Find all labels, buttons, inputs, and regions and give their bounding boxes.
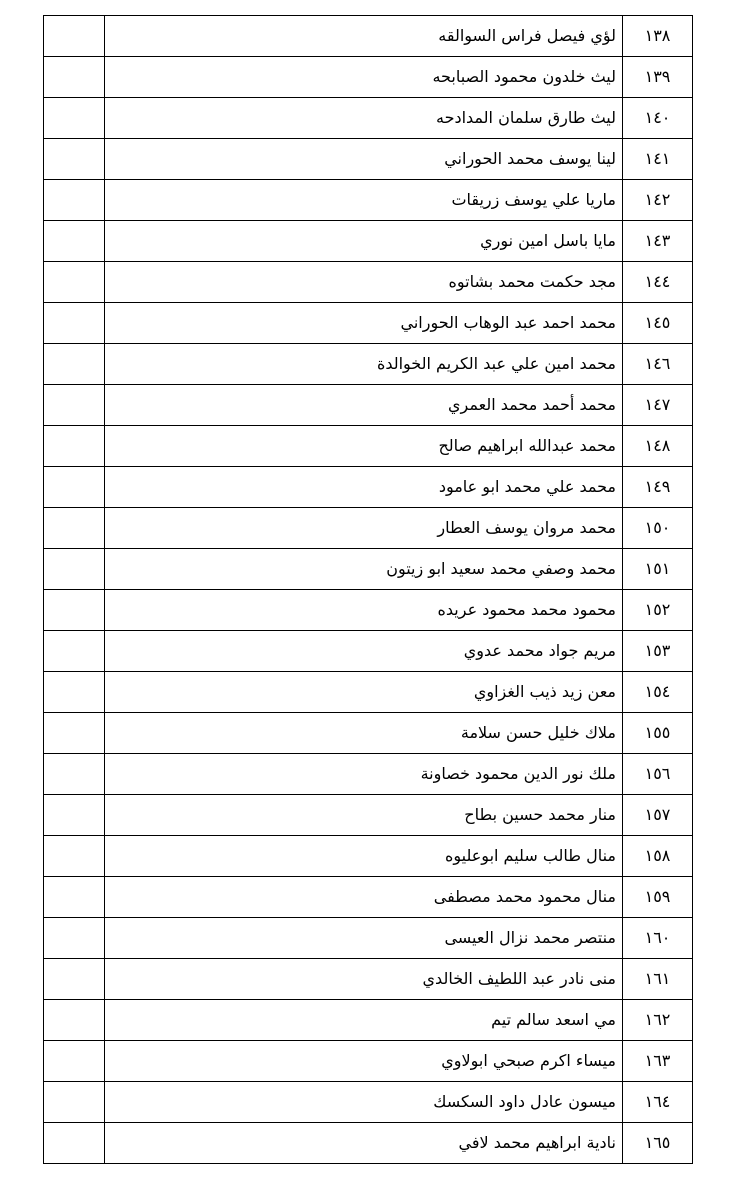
empty-cell [44, 344, 105, 385]
row-number: ١٦٠ [623, 918, 693, 959]
table-row [44, 508, 693, 549]
names-table-body [44, 16, 693, 1164]
row-number: ١٥٩ [623, 877, 693, 918]
student-name: منال طالب سليم ابوعليوه [105, 836, 623, 877]
student-name: مجد حكمت محمد بشاتوه [105, 262, 623, 303]
student-name: ميساء اكرم صبحي ابولاوي [105, 1041, 623, 1082]
row-number: ١٣٨ [623, 16, 693, 57]
empty-cell [44, 139, 105, 180]
row-number: ١٤٥ [623, 303, 693, 344]
row-number: ١٥٧ [623, 795, 693, 836]
table-row [44, 713, 693, 754]
row-number: ١٦٢ [623, 1000, 693, 1041]
row-number: ١٦٤ [623, 1082, 693, 1123]
student-name: منى نادر عبد اللطيف الخالدي [105, 959, 623, 1000]
table-row [44, 16, 693, 57]
table-row [44, 549, 693, 590]
student-name: محمد وصفي محمد سعيد ابو زيتون [105, 549, 623, 590]
student-name: محمد أحمد محمد العمري [105, 385, 623, 426]
student-name: منتصر محمد نزال العيسى [105, 918, 623, 959]
student-name: ماريا علي يوسف زريقات [105, 180, 623, 221]
row-number: ١٥٤ [623, 672, 693, 713]
empty-cell [44, 1123, 105, 1164]
row-number: ١٥٠ [623, 508, 693, 549]
table-row [44, 303, 693, 344]
empty-cell [44, 98, 105, 139]
empty-cell [44, 1041, 105, 1082]
empty-cell [44, 57, 105, 98]
table-row [44, 221, 693, 262]
table-row [44, 631, 693, 672]
row-number: ١٤١ [623, 139, 693, 180]
student-name: محمد علي محمد ابو عامود [105, 467, 623, 508]
row-number: ١٤٣ [623, 221, 693, 262]
row-number: ١٥١ [623, 549, 693, 590]
names-table [43, 15, 693, 1164]
empty-cell [44, 836, 105, 877]
empty-cell [44, 221, 105, 262]
student-name: نادية ابراهيم محمد لافي [105, 1123, 623, 1164]
empty-cell [44, 1082, 105, 1123]
table-row [44, 385, 693, 426]
table-row [44, 672, 693, 713]
row-number: ١٦٣ [623, 1041, 693, 1082]
student-name: ملك نور الدين محمود خصاونة [105, 754, 623, 795]
empty-cell [44, 180, 105, 221]
row-number: ١٤٨ [623, 426, 693, 467]
empty-cell [44, 16, 105, 57]
student-name: معن زيد ذيب الغزاوي [105, 672, 623, 713]
table-row [44, 918, 693, 959]
student-name: منال محمود محمد مصطفى [105, 877, 623, 918]
table-row [44, 180, 693, 221]
empty-cell [44, 262, 105, 303]
table-row [44, 754, 693, 795]
empty-cell [44, 795, 105, 836]
table-row [44, 1082, 693, 1123]
table-row [44, 139, 693, 180]
table-row [44, 836, 693, 877]
empty-cell [44, 303, 105, 344]
student-name: ملاك خليل حسن سلامة [105, 713, 623, 754]
row-number: ١٤٢ [623, 180, 693, 221]
row-number: ١٤٧ [623, 385, 693, 426]
student-name: مايا باسل امين نوري [105, 221, 623, 262]
table-row [44, 262, 693, 303]
row-number: ١٤٤ [623, 262, 693, 303]
empty-cell [44, 754, 105, 795]
table-row [44, 877, 693, 918]
table-row [44, 467, 693, 508]
table-row [44, 590, 693, 631]
student-name: محمد عبدالله ابراهيم صالح [105, 426, 623, 467]
row-number: ١٥٨ [623, 836, 693, 877]
row-number: ١٤٦ [623, 344, 693, 385]
empty-cell [44, 590, 105, 631]
empty-cell [44, 959, 105, 1000]
student-name: ليث خلدون محمود الصبابحه [105, 57, 623, 98]
student-name: مريم جواد محمد عدوي [105, 631, 623, 672]
table-row [44, 1041, 693, 1082]
row-number: ١٥٥ [623, 713, 693, 754]
student-name: محمود محمد محمود عريده [105, 590, 623, 631]
empty-cell [44, 1000, 105, 1041]
student-name: محمد امين علي عبد الكريم الخوالدة [105, 344, 623, 385]
empty-cell [44, 877, 105, 918]
student-name: محمد احمد عبد الوهاب الحوراني [105, 303, 623, 344]
table-row [44, 1123, 693, 1164]
student-name: لينا يوسف محمد الحوراني [105, 139, 623, 180]
row-number: ١٥٣ [623, 631, 693, 672]
row-number: ١٦١ [623, 959, 693, 1000]
table-row [44, 795, 693, 836]
student-name: ميسون عادل داود السكسك [105, 1082, 623, 1123]
empty-cell [44, 549, 105, 590]
row-number: ١٦٥ [623, 1123, 693, 1164]
table-row [44, 959, 693, 1000]
row-number: ١٤٠ [623, 98, 693, 139]
empty-cell [44, 467, 105, 508]
row-number: ١٥٦ [623, 754, 693, 795]
empty-cell [44, 672, 105, 713]
student-name: مي اسعد سالم تيم [105, 1000, 623, 1041]
student-name: منار محمد حسين بطاح [105, 795, 623, 836]
empty-cell [44, 508, 105, 549]
student-name: محمد مروان يوسف العطار [105, 508, 623, 549]
empty-cell [44, 918, 105, 959]
table-row [44, 1000, 693, 1041]
empty-cell [44, 426, 105, 467]
table-row [44, 98, 693, 139]
row-number: ١٣٩ [623, 57, 693, 98]
empty-cell [44, 631, 105, 672]
student-name: ليث طارق سلمان المدادحه [105, 98, 623, 139]
empty-cell [44, 713, 105, 754]
table-row [44, 344, 693, 385]
table-row [44, 426, 693, 467]
student-name: لؤي فيصل فراس السوالقه [105, 16, 623, 57]
empty-cell [44, 385, 105, 426]
row-number: ١٤٩ [623, 467, 693, 508]
table-row [44, 57, 693, 98]
row-number: ١٥٢ [623, 590, 693, 631]
